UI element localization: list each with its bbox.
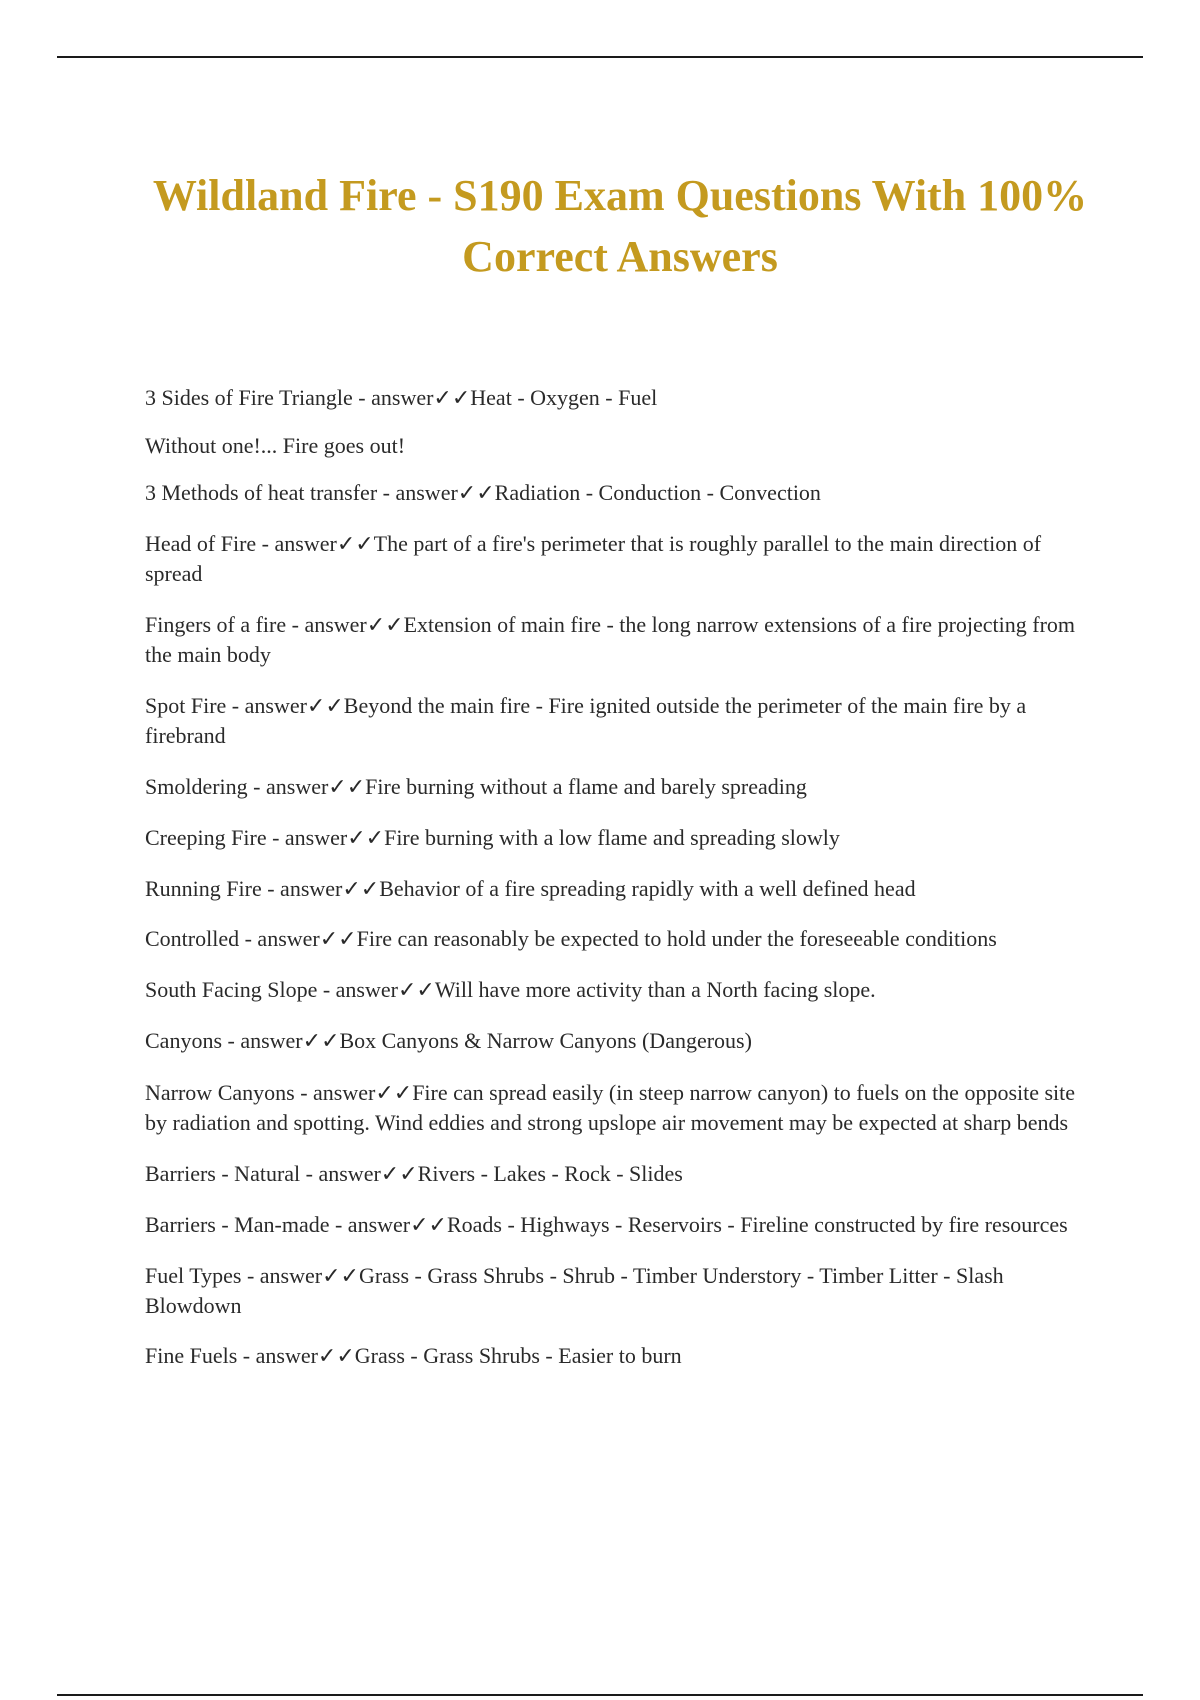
qa-list xyxy=(145,383,1085,1371)
qa-item-fire-triangle: 3 Sides of Fire Triangle - answer✓✓Heat - Oxygen - Fuel xyxy=(145,385,658,410)
qa-item-controlled: Controlled - answer✓✓Fire can reasonably be expected to hold under the foreseeable conditions xyxy=(145,926,997,951)
qa-item-spot-fire: Spot Fire - answer✓✓Beyond the main fire - Fire ignited outside the perimeter of the main fire by a firebrand xyxy=(145,693,1027,748)
qa-item-fingers-of-fire: Fingers of a fire - answer✓✓Extension of main fire - the long narrow extensions of a fire projecting from the main body xyxy=(145,612,1076,667)
qa-item-canyons: Canyons - answer✓✓Box Canyons & Narrow Canyons (Dangerous) xyxy=(145,1028,752,1053)
qa-item-barriers-man-made: Barriers - Man-made - answer✓✓Roads - Highways - Reservoirs - Fireline constructed by fire resources xyxy=(145,1212,1068,1237)
qa-item-smoldering: Smoldering - answer✓✓Fire burning without a flame and barely spreading xyxy=(145,774,807,799)
qa-item-running-fire: Running Fire - answer✓✓Behavior of a fire spreading rapidly with a well defined head xyxy=(145,876,916,901)
document-title: Wildland Fire - S190 Exam Questions With 100% Correct Answers xyxy=(152,171,1088,281)
qa-item-fine-fuels: Fine Fuels - answer✓✓Grass - Grass Shrubs - Easier to burn xyxy=(145,1343,682,1368)
qa-item-south-facing-slope: South Facing Slope - answer✓✓Will have more activity than a North facing slope. xyxy=(145,977,876,1002)
top-divider xyxy=(57,56,1143,58)
qa-item-heat-transfer: 3 Methods of heat transfer - answer✓✓Radiation - Conduction - Convection xyxy=(145,480,821,505)
qa-item-creeping-fire: Creeping Fire - answer✓✓Fire burning with a low flame and spreading slowly xyxy=(145,825,840,850)
qa-item-head-of-fire: Head of Fire - answer✓✓The part of a fire's perimeter that is roughly parallel to the main direction of spread xyxy=(145,531,1042,586)
bottom-divider xyxy=(57,1694,1143,1696)
qa-item-fuel-types: Fuel Types - answer✓✓Grass - Grass Shrubs - Shrub - Timber Understory - Timber Litter - Slash Blowdown xyxy=(145,1263,1004,1318)
qa-item-barriers-natural: Barriers - Natural - answer✓✓Rivers - Lakes - Rock - Slides xyxy=(145,1161,683,1186)
qa-item-fire-goes-out: Without one!... Fire goes out! xyxy=(145,433,406,458)
qa-item-narrow-canyons: Narrow Canyons - answer✓✓Fire can spread easily (in steep narrow canyon) to fuels on the opposite site by radiation and spotting. Wind eddies and strong upslope air movement may be expected at sharp bends xyxy=(145,1080,1076,1135)
